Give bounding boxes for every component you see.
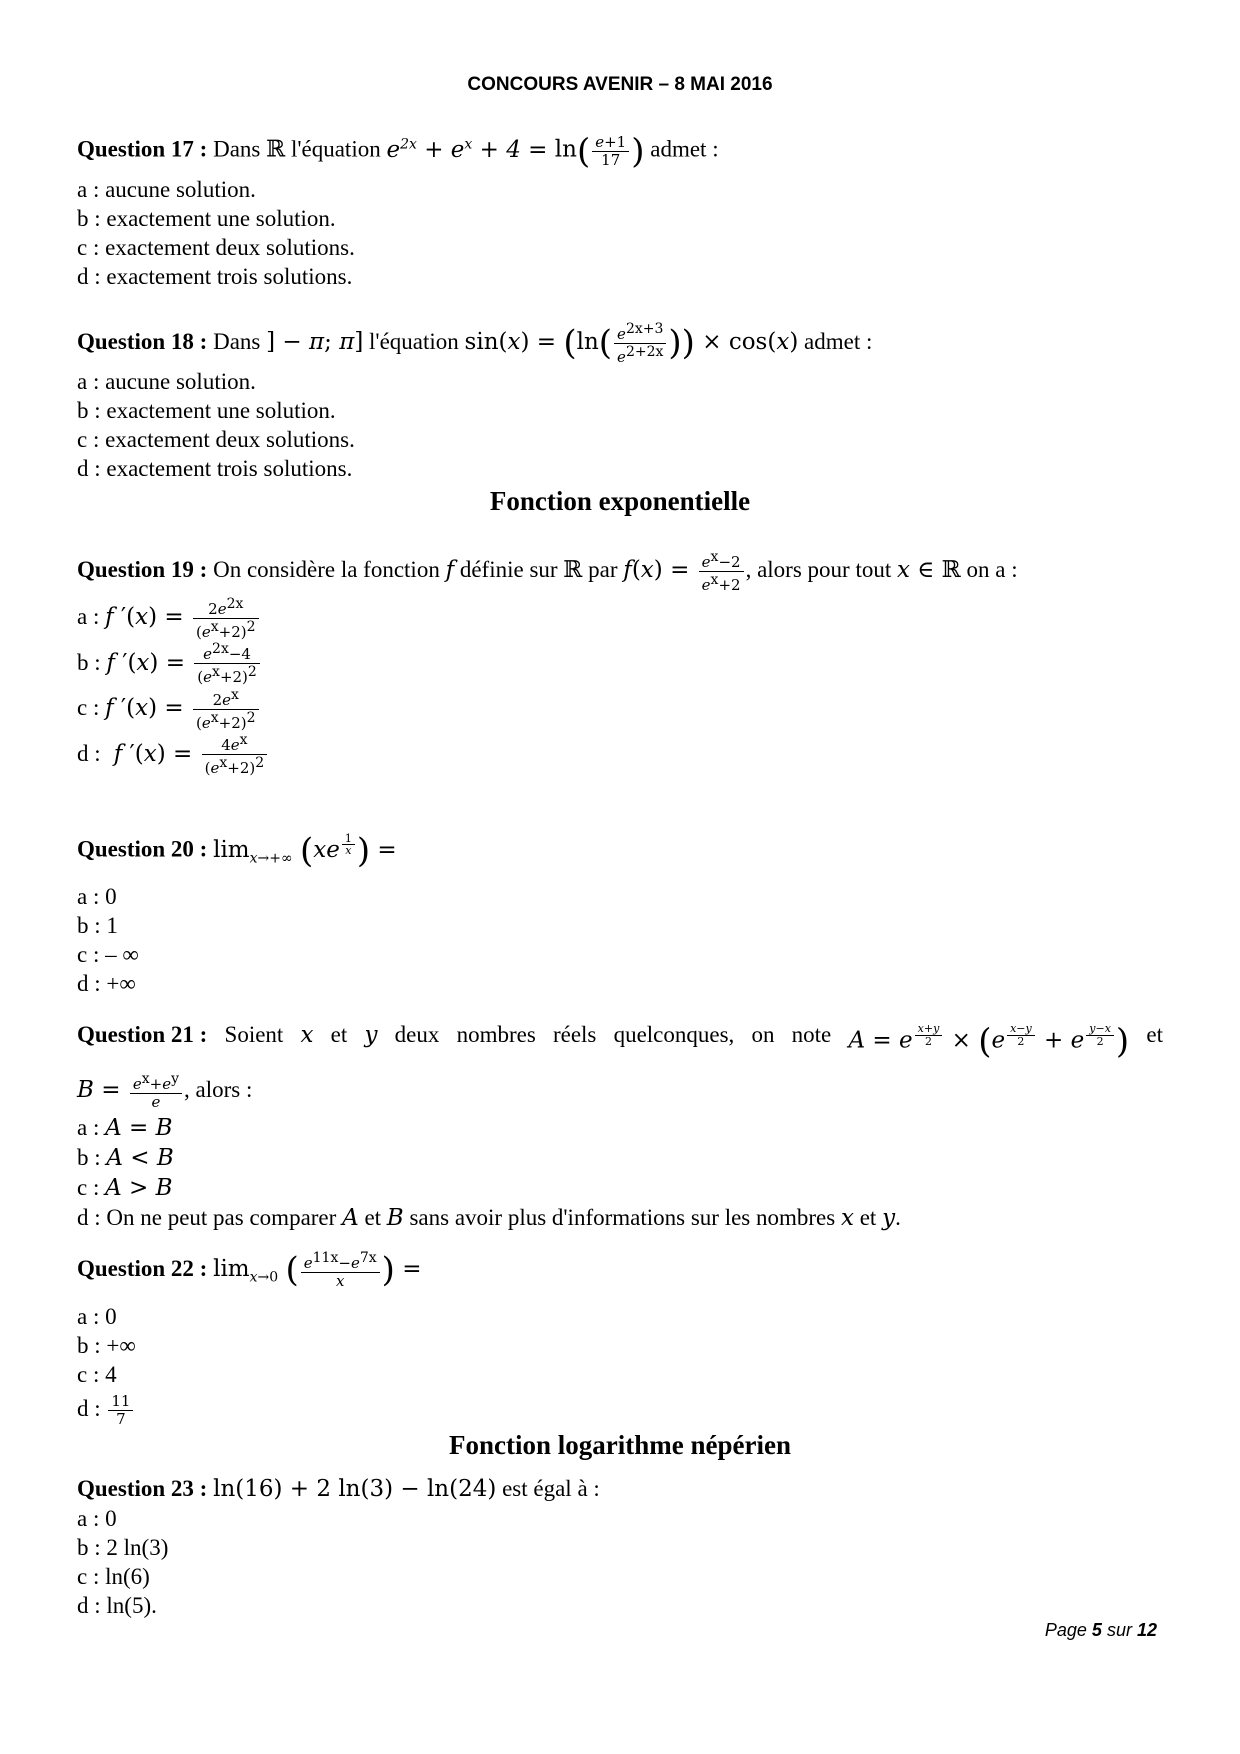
question-20-label: Question 20 : [77,836,208,862]
question-22-label: Question 22 : [77,1256,208,1281]
question-18-text-after: admet : [804,329,873,354]
question-19-text-before: On considère la fonction [213,557,440,582]
question-21-text-et: et [1146,1022,1163,1047]
question-17-text-before: Dans ℝ l'équation [213,136,381,162]
question-21-word: nombres [456,1022,536,1047]
question-21-definition-b: B = $\frac{e^x+e^y}{e}$ [77,1077,184,1103]
question-22-option-a: a : 0 [77,1303,117,1329]
question-17-option-a: a : aucune solution. [77,177,256,203]
question-20-option-c: c : – ∞ [77,942,139,968]
question-17-text-after: admet : [650,136,719,162]
question-22-option-c: c : 4 [77,1361,117,1387]
question-18-option-d: d : exactement trois solutions. [77,456,353,481]
section-title-exponential: Fonction exponentielle [489,486,751,516]
question-23-expression: ln(16) + 2 ln(3) − ln(24) [213,1476,497,1502]
question-18-equation: sin(x) = (ln( $\frac{e^{2x+3}}{e^{2+2x}}$ )) × cos(x) [464,320,799,366]
question-17-equation-lhs: $e^{2x} + e^x + 4$ = [386,136,555,163]
section-title-logarithm: Fonction logarithme népérien [449,1430,791,1460]
question-19-option-c: c : f ′(x) = $\frac{2e^x}{(e^x+2)^2}$ [77,686,1163,732]
question-19-option-d: d : f ′(x) = $\frac{4e^x}{(e^x+2)^2}$ [77,732,1163,778]
question-19-option-b: b : f ′(x) = $\frac{e^{2x}-4}{(e^x+2)^2}$ [77,641,1163,687]
question-19-label: Question 19 : [77,557,208,582]
question-21-word: et [330,1022,348,1047]
question-23-option-d: d : ln(5). [77,1593,157,1618]
question-17-option-c: c : exactement deux solutions. [77,235,355,261]
question-21-word: réels [552,1022,597,1047]
question-23-option-b: b : 2 ln(3) [77,1535,169,1560]
question-18-text-mid: l'équation [369,329,459,354]
question-21-label: Question 21 : [77,1022,208,1047]
question-18-option-c: c : exactement deux solutions. [77,427,355,452]
page-header: CONCOURS AVENIR – 8 MAI 2016 [467,74,773,95]
question-22-option-d: d : $\frac{11}{7}$ [77,1389,1163,1429]
question-23-label: Question 23 : [77,1476,208,1501]
question-18 [77,318,1163,483]
question-20-option-b: b : 1 [77,913,118,939]
question-18-label: Question 18 : [77,329,208,354]
question-19-text-end: on a : [966,557,1018,582]
question-21-word: on [751,1022,775,1047]
question-21-option-c: c : A > B [77,1174,173,1201]
question-21-word: note [791,1022,832,1047]
question-23-option-c: c : ln(6) [77,1564,150,1589]
question-20-option-d: d : +∞ [77,971,136,997]
question-21-word: deux [394,1022,440,1047]
question-21-option-d: d : On ne peut pas comparer A et B sans avoir plus d'informations sur les nombres x et y. [77,1204,901,1231]
question-20-limit: $\lim_{x\to+\infty} (xe$ $^{\frac{1}{x}}$ ) = [213,830,397,871]
question-21-text-alors: , alors : [184,1076,253,1102]
question-21-word: quelconques, [613,1022,735,1047]
question-17: Question 17 : Dans ℝ l'équation $e^{2x} + e^x + 4 = \ln$( $\frac{e+1}{17}$ ) admet : a : aucune solution. b : exactement une solution. c : exactement deux solutions. d : exactement trois solutions. [77,120,1163,291]
question-17-fraction: $\frac{e+1}{17}$ [592,134,629,169]
question-21: Question 21 : Soient x et y deux nombres réels quelconques, on note A = e $^{\frac{x+y}{2}}$ × (e $^{\frac{x-y}{2}}$ + e $^{\frac{y-x}{2}}$ ) et B = $\frac{e^x+e^y}{e}$ , alors : a : A = B b : A < B c : A > B d : On ne peut pas comparer A et B sans avoir plus d'informations sur les nombres x et y. [77,1010,1163,1233]
question-21-definition-a: A = e $^{\frac{x+y}{2}}$ × (e $^{\frac{x-y}{2}}$ + e $^{\frac{y-x}{2}}$ ) [848,1021,1130,1062]
question-21-word: Soient [224,1022,284,1047]
question-21-option-b: b : A < B [77,1144,174,1171]
question-22-option-b: b : +∞ [77,1332,136,1358]
question-18-interval: ] − π; π] [266,329,364,355]
question-17-option-d: d : exactement trois solutions. [77,264,353,290]
question-21-option-a: a : A = B [77,1114,173,1141]
page-number: Page 5 sur 12 [1044,1620,1157,1640]
question-23-option-a: a : 0 [77,1506,117,1531]
question-20 [77,820,1163,998]
question-22 [77,1245,1163,1429]
question-22-limit: $\lim_{x\to 0}$ ( $\frac{e^{11x}-e^{7x}}{x}$ ) = [213,1250,422,1290]
question-23-text-after: est égal à : [502,1476,600,1501]
question-19-function: f(x) = $\frac{e^x-2}{e^x+2}$ [623,557,745,583]
question-18-text-before: Dans [213,329,261,354]
question-19-text-mid: définie sur ℝ par [459,557,618,582]
question-19-option-a: a : f ′(x) = $\frac{2e^{2x}}{(e^x+2)^2}$ [77,595,1163,641]
question-18-option-b: b : exactement une solution. [77,398,336,423]
question-17-label: Question 17 : [77,136,208,162]
question-18-option-a: a : aucune solution. [77,369,256,394]
question-19: Question 19 : On considère la fonction f définie sur ℝ par f(x) = $\frac{e^x-2}{e^x+2}$ , alors pour tout x ∈ ℝ on a : a : f ′(x) = $\frac{2e^{2x}}{(e^x+2)^2}$ b : f ′(x) = $\frac{e^{2x}-4}{(e^x+2)^2}$ c : f ′(x) = $\frac{2e^x}{(e^x+2)^2}$ d : f ′(x) = $\frac{4e^x}{(e^x+2)^2}$ [77,545,1163,777]
question-23 [77,1474,1163,1620]
question-17-option-b: b : exactement une solution. [77,206,336,232]
question-19-text-after: , alors pour tout [745,557,892,582]
question-20-option-a: a : 0 [77,884,117,910]
